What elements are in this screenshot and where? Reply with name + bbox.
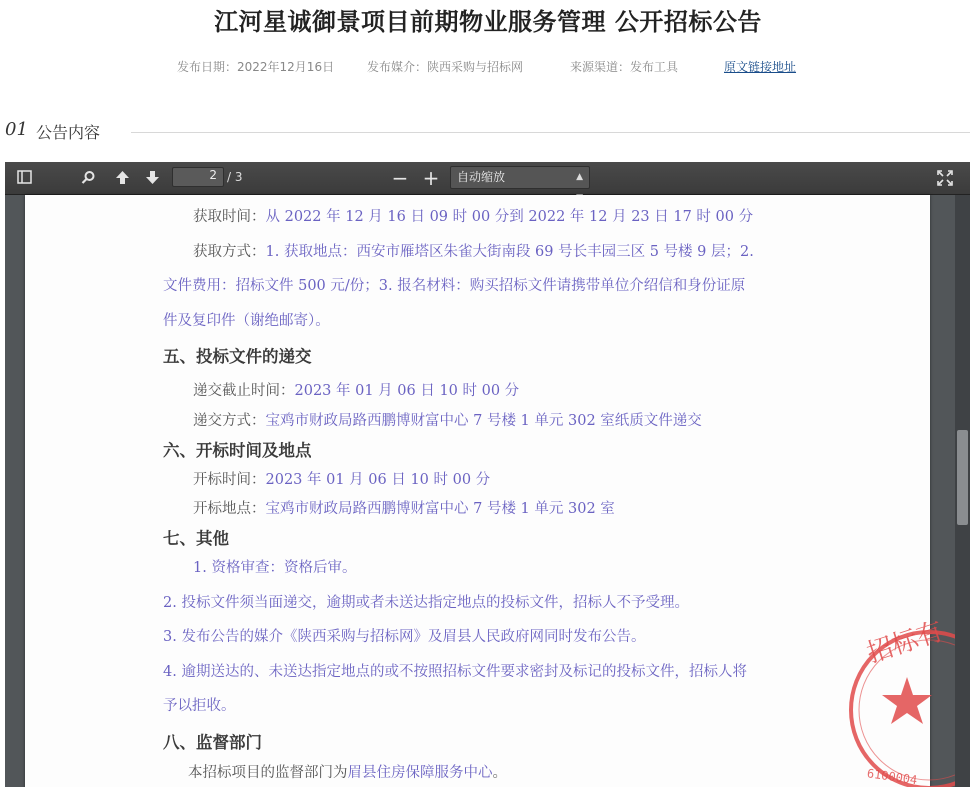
meta-row [0,58,976,76]
pdf-scroll-area[interactable] [5,195,970,787]
doc-line: 递交方式：宝鸡市财政局路西鹏博财富中心 7 号楼 1 单元 302 室纸质文件递交 [193,413,702,429]
doc-line: 1. 资格审查：资格后审。 [193,560,357,576]
doc-heading: 五、投标文件的递交 [163,347,312,366]
scrollbar-thumb[interactable] [957,430,968,525]
zoom-out-icon[interactable]: − [391,166,409,190]
source-channel: 来源渠道：发布工具 [570,60,679,74]
section-header [5,119,970,143]
pdf-toolbar [5,162,970,195]
fullscreen-icon[interactable] [933,166,957,190]
doc-line: 开标时间：2023 年 01 月 06 日 10 时 00 分 [193,472,491,488]
doc-heading: 六、开标时间及地点 [163,441,312,460]
doc-line: 3. 发布公告的媒介《陕西采购与招标网》及眉县人民政府网同时发布公告。 [163,629,646,645]
section-divider [131,132,970,133]
zoom-select-value: 自动缩放 [457,170,506,184]
vertical-scrollbar[interactable] [955,195,970,787]
doc-heading: 七、其他 [163,529,229,548]
doc-line: 2. 投标文件须当面递交，逾期或者未送达指定地点的投标文件，招标人不予受理。 [163,595,689,611]
section-label: 公告内容 [36,123,101,142]
page-total: / 3 [227,170,243,184]
official-seal [847,615,967,787]
publish-date: 发布日期：2022年12月16日 [177,60,335,74]
doc-line: 予以拒收。 [163,698,236,714]
doc-heading: 八、监督部门 [163,733,262,752]
doc-line: 件及复印件（谢绝邮寄）。 [163,313,330,329]
section-number: 01 [5,119,28,140]
doc-line: 4. 逾期送达的、未送达指定地点的或不按照招标文件要求密封及标记的投标文件，招标人将 [163,664,747,680]
pdf-viewer [5,162,970,787]
doc-line: 递交截止时间：2023 年 01 月 06 日 10 时 00 分 [193,383,520,399]
zoom-in-icon[interactable]: + [422,166,440,190]
doc-line: 获取方式：1. 获取地点：西安市雁塔区朱雀大街南段 69 号长丰园三区 5 号楼 9 层；2. [193,244,754,260]
doc-line: 获取时间：从 2022 年 12 月 16 日 09 时 00 分到 2022 年 12 月 23 日 17 时 00 分 [193,209,754,225]
page-number-input[interactable]: 2 [172,167,224,187]
zoom-select[interactable] [450,166,590,189]
svg-text:招标有: 招标有 [863,616,947,670]
svg-text:6100004: 6100004 [866,766,919,787]
doc-line: 开标地点：宝鸡市财政局路西鹏博财富中心 7 号楼 1 单元 302 室 [193,501,615,517]
next-page-icon[interactable] [140,166,164,190]
sidebar-toggle-icon[interactable] [12,166,36,190]
publish-media: 发布媒介：陕西采购与招标网 [367,60,524,74]
updown-arrow-icon: ▲ [576,172,583,182]
original-link[interactable]: 原文链接地址 [724,60,797,74]
doc-line: 本招标项目的监督部门为眉县住房保障服务中心。 [188,765,507,781]
pdf-page [25,195,947,787]
search-icon[interactable] [76,166,100,190]
page-title: 江河星诚御景项目前期物业服务管理 公开招标公告 [214,8,762,36]
doc-line: 文件费用：招标文件 500 元/份；3. 报名材料：购买招标文件请携带单位介绍信和身份证原 [163,278,746,294]
previous-page-icon[interactable] [110,166,134,190]
